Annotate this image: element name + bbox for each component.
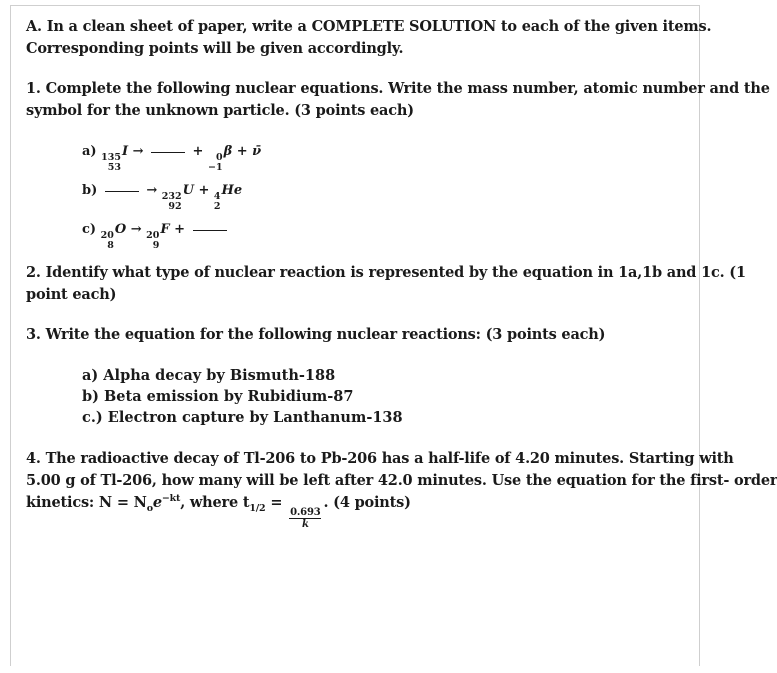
uranium-symbol: U xyxy=(182,183,194,198)
plus-1b: + xyxy=(198,183,210,198)
helium-number: 2 xyxy=(213,200,221,212)
q2-line-2: point each) xyxy=(26,286,117,303)
oxygen-number: 8 xyxy=(107,239,114,251)
uranium-indices xyxy=(162,192,182,211)
fluorine-symbol: F xyxy=(160,222,170,237)
heading-line-2: Corresponding points will be given accordingly. xyxy=(26,40,404,57)
equation-1c xyxy=(82,222,230,250)
fraction-denominator: k xyxy=(301,519,309,530)
kinetics-prefix: kinetics: N = N xyxy=(26,494,147,511)
uranium-mass: 232 xyxy=(161,191,182,202)
uranium-number: 92 xyxy=(168,200,182,212)
fluorine-indices xyxy=(146,231,159,250)
oxygen-mass: 20 xyxy=(100,230,114,241)
blank-1c xyxy=(193,230,227,231)
iodine-indices xyxy=(101,153,121,172)
q1-line-2: symbol for the unknown particle. (3 points each) xyxy=(26,102,414,119)
exponent: −kt xyxy=(161,493,181,505)
iodine-symbol: I xyxy=(121,144,129,159)
beta-indices xyxy=(208,153,223,172)
q3-item-a: a) Alpha decay by Bismuth-188 xyxy=(82,367,336,384)
n-naught-sub: o xyxy=(146,502,153,514)
antineutrino-symbol: ν̄ xyxy=(252,144,262,159)
equation-1b xyxy=(82,183,242,211)
arrow-1b: → xyxy=(146,183,158,198)
beta-symbol: β xyxy=(223,144,233,159)
equals-sign: = xyxy=(270,494,283,511)
fraction-numerator: 0.693 xyxy=(290,507,321,518)
helium-indices xyxy=(214,192,221,211)
iodine-number: 53 xyxy=(107,161,121,173)
arrow-1a: → xyxy=(132,144,144,159)
q3-item-c: c.) Electron capture by Lanthanum-138 xyxy=(82,409,403,426)
points-suffix: . (4 points) xyxy=(323,494,411,511)
where-text: , where t xyxy=(180,494,250,511)
helium-symbol: He xyxy=(221,183,243,198)
equation-1a xyxy=(82,144,261,172)
iodine-mass: 135 xyxy=(101,152,121,163)
fluorine-number: 9 xyxy=(152,239,160,251)
heading-line-1: A. In a clean sheet of paper, write a COMPLETE SOLUTION to each of the given items. xyxy=(26,18,712,35)
helium-mass: 4 xyxy=(213,191,221,202)
eq-1b-label: b) xyxy=(82,183,98,198)
blank-1a xyxy=(151,152,185,153)
oxygen-symbol: O xyxy=(114,222,127,237)
q3-intro: 3. Write the equation for the following nuclear reactions: (3 points each) xyxy=(26,326,606,343)
q1-line-1: 1. Complete the following nuclear equations. Write the mass number, atomic number and the xyxy=(26,80,770,97)
eq-1a-label: a) xyxy=(82,144,97,159)
q2-line-1: 2. Identify what type of nuclear reaction is represented by the equation in 1a,1b and 1c. (1 xyxy=(26,264,746,281)
q4-line-1: 4. The radioactive decay of Tl-206 to Pb-206 has a half-life of 4.20 minutes. Starting with xyxy=(26,450,734,467)
half-life-fraction xyxy=(289,507,321,530)
plus-1a-1: + xyxy=(192,144,204,159)
half-sub: 1/2 xyxy=(249,502,266,514)
arrow-1c: → xyxy=(130,222,142,237)
plus-1a-2: + xyxy=(236,144,248,159)
oxygen-indices xyxy=(101,231,114,250)
fluorine-mass: 20 xyxy=(146,230,160,241)
q4-line-3 xyxy=(26,494,411,530)
q3-item-b: b) Beta emission by Rubidium-87 xyxy=(82,388,354,405)
beta-number: −1 xyxy=(207,161,223,173)
q4-line-2: 5.00 g of Tl-206, how many will be left after 42.0 minutes. Use the equation for the first- order xyxy=(26,472,777,489)
blank-1b xyxy=(105,191,139,192)
beta-mass: 0 xyxy=(215,152,223,163)
e-symbol: e xyxy=(152,494,162,511)
eq-1c-label: c) xyxy=(82,222,97,237)
plus-1c: + xyxy=(174,222,186,237)
